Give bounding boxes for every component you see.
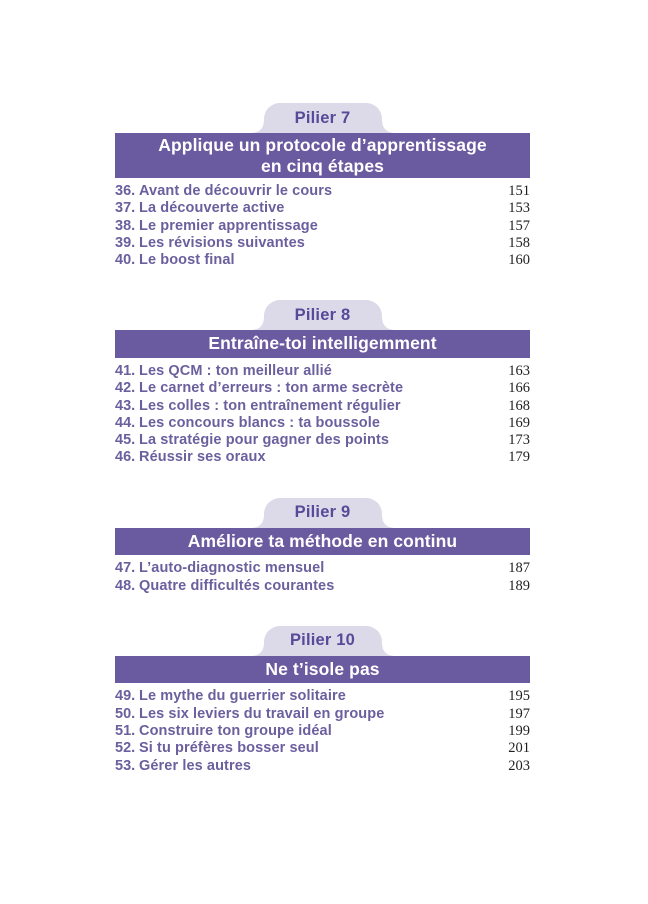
chapter-page-number: 201 <box>508 740 530 757</box>
chapter-page-number: 160 <box>508 252 530 269</box>
chapter-row <box>115 363 530 380</box>
chapter-number: 44. <box>115 414 136 431</box>
chapter-row <box>115 218 530 235</box>
chapter-page-number: 166 <box>508 380 530 397</box>
section-title-line: Améliore ta méthode en continu <box>187 530 458 551</box>
section-title-banner <box>115 528 530 556</box>
chapter-row <box>115 252 530 269</box>
chapter-number: 36. <box>115 183 136 199</box>
chapter-page-number: 157 <box>508 217 530 234</box>
chapter-title: Construire ton groupe idéal <box>139 722 332 739</box>
chapter-title: La découverte active <box>139 200 285 217</box>
chapter-number: 40. <box>115 252 136 269</box>
chapter-page-number: 203 <box>508 757 530 774</box>
toc-section <box>115 103 530 269</box>
chapter-number: 51. <box>115 722 136 739</box>
chapter-number: 45. <box>115 432 136 449</box>
chapter-title: Le boost final <box>139 252 235 269</box>
chapter-title: Le carnet d’erreurs : ton arme secrète <box>139 380 404 397</box>
chapter-title: Gérer les autres <box>139 757 252 774</box>
chapter-number: 47. <box>115 560 136 577</box>
chapter-title: Le premier apprentissage <box>139 217 318 234</box>
toc-section <box>115 626 530 775</box>
chapter-number: 42. <box>115 380 136 397</box>
chapter-page-number: 179 <box>508 449 530 466</box>
chapter-number: 48. <box>115 577 136 594</box>
chapter-number: 39. <box>115 234 136 251</box>
chapter-row <box>115 183 530 200</box>
chapter-row <box>115 688 530 705</box>
chapter-page-number: 163 <box>508 362 530 379</box>
chapter-page-number: 153 <box>508 200 530 217</box>
section-title-line: en cinq étapes <box>261 155 384 176</box>
chapter-page-number: 169 <box>508 414 530 431</box>
chapter-page-number: 199 <box>508 722 530 739</box>
pillar-tab <box>264 103 382 133</box>
chapter-row <box>115 380 530 397</box>
chapter-number: 41. <box>115 362 136 379</box>
chapter-page-number: 158 <box>508 234 530 251</box>
chapter-row <box>115 432 530 449</box>
chapter-title: Le mythe du guerrier solitaire <box>139 688 346 705</box>
chapter-row <box>115 235 530 252</box>
section-title-banner <box>115 133 530 178</box>
chapter-page-number: 189 <box>508 577 530 594</box>
chapter-row <box>115 200 530 217</box>
section-title-line: Ne t’isole pas <box>265 658 380 679</box>
pillar-tab-label: Pilier 9 <box>294 503 351 522</box>
pillar-tab <box>264 626 382 656</box>
chapter-number: 38. <box>115 217 136 234</box>
chapter-number: 37. <box>115 200 136 217</box>
chapter-title: Quatre difficultés courantes <box>139 577 335 594</box>
chapter-page-number: 195 <box>508 688 530 705</box>
chapter-list <box>115 560 530 595</box>
chapter-title: Les six leviers du travail en groupe <box>139 705 385 722</box>
chapter-page-number: 173 <box>508 432 530 449</box>
toc-sections <box>115 103 530 775</box>
chapter-number: 50. <box>115 705 136 722</box>
chapter-page-number: 187 <box>508 560 530 577</box>
toc-section <box>115 498 530 595</box>
chapter-row <box>115 758 530 775</box>
chapter-list <box>115 183 530 269</box>
chapter-number: 46. <box>115 449 136 466</box>
toc-section <box>115 300 530 466</box>
chapter-title: L’auto-diagnostic mensuel <box>139 560 325 577</box>
chapter-title: Réussir ses oraux <box>139 449 266 466</box>
section-title-line: Applique un protocole d’apprentissage <box>158 135 487 155</box>
chapter-number: 52. <box>115 740 136 757</box>
chapter-row <box>115 560 530 577</box>
section-title-banner <box>115 656 530 684</box>
chapter-row <box>115 415 530 432</box>
chapter-title: Avant de découvrir le cours <box>139 183 333 199</box>
chapter-number: 49. <box>115 688 136 705</box>
pillar-tab-label: Pilier 8 <box>294 305 351 324</box>
pillar-tab <box>264 300 382 330</box>
chapter-page-number: 197 <box>508 705 530 722</box>
chapter-row <box>115 449 530 466</box>
chapter-number: 53. <box>115 757 136 774</box>
chapter-list <box>115 363 530 467</box>
chapter-title: Les colles : ton entraînement régulier <box>139 397 401 414</box>
chapter-title: Les QCM : ton meilleur allié <box>139 362 332 379</box>
chapter-number: 43. <box>115 397 136 414</box>
pillar-tab-label: Pilier 7 <box>294 108 351 127</box>
pillar-tab-label: Pilier 10 <box>289 631 356 650</box>
chapter-title: La stratégie pour gagner des points <box>139 432 390 449</box>
chapter-title: Si tu préfères bosser seul <box>139 740 319 757</box>
chapter-page-number: 151 <box>508 183 530 199</box>
chapter-row <box>115 740 530 757</box>
chapter-row <box>115 706 530 723</box>
chapter-list <box>115 688 530 774</box>
chapter-row <box>115 723 530 740</box>
chapter-row <box>115 578 530 595</box>
chapter-page-number: 168 <box>508 397 530 414</box>
chapter-title: Les concours blancs : ta boussole <box>139 414 380 431</box>
chapter-title: Les révisions suivantes <box>139 234 305 251</box>
chapter-row <box>115 398 530 415</box>
pillar-tab <box>264 498 382 528</box>
section-title-line: Entraîne-toi intelligemment <box>208 333 437 354</box>
section-title-banner <box>115 330 530 358</box>
